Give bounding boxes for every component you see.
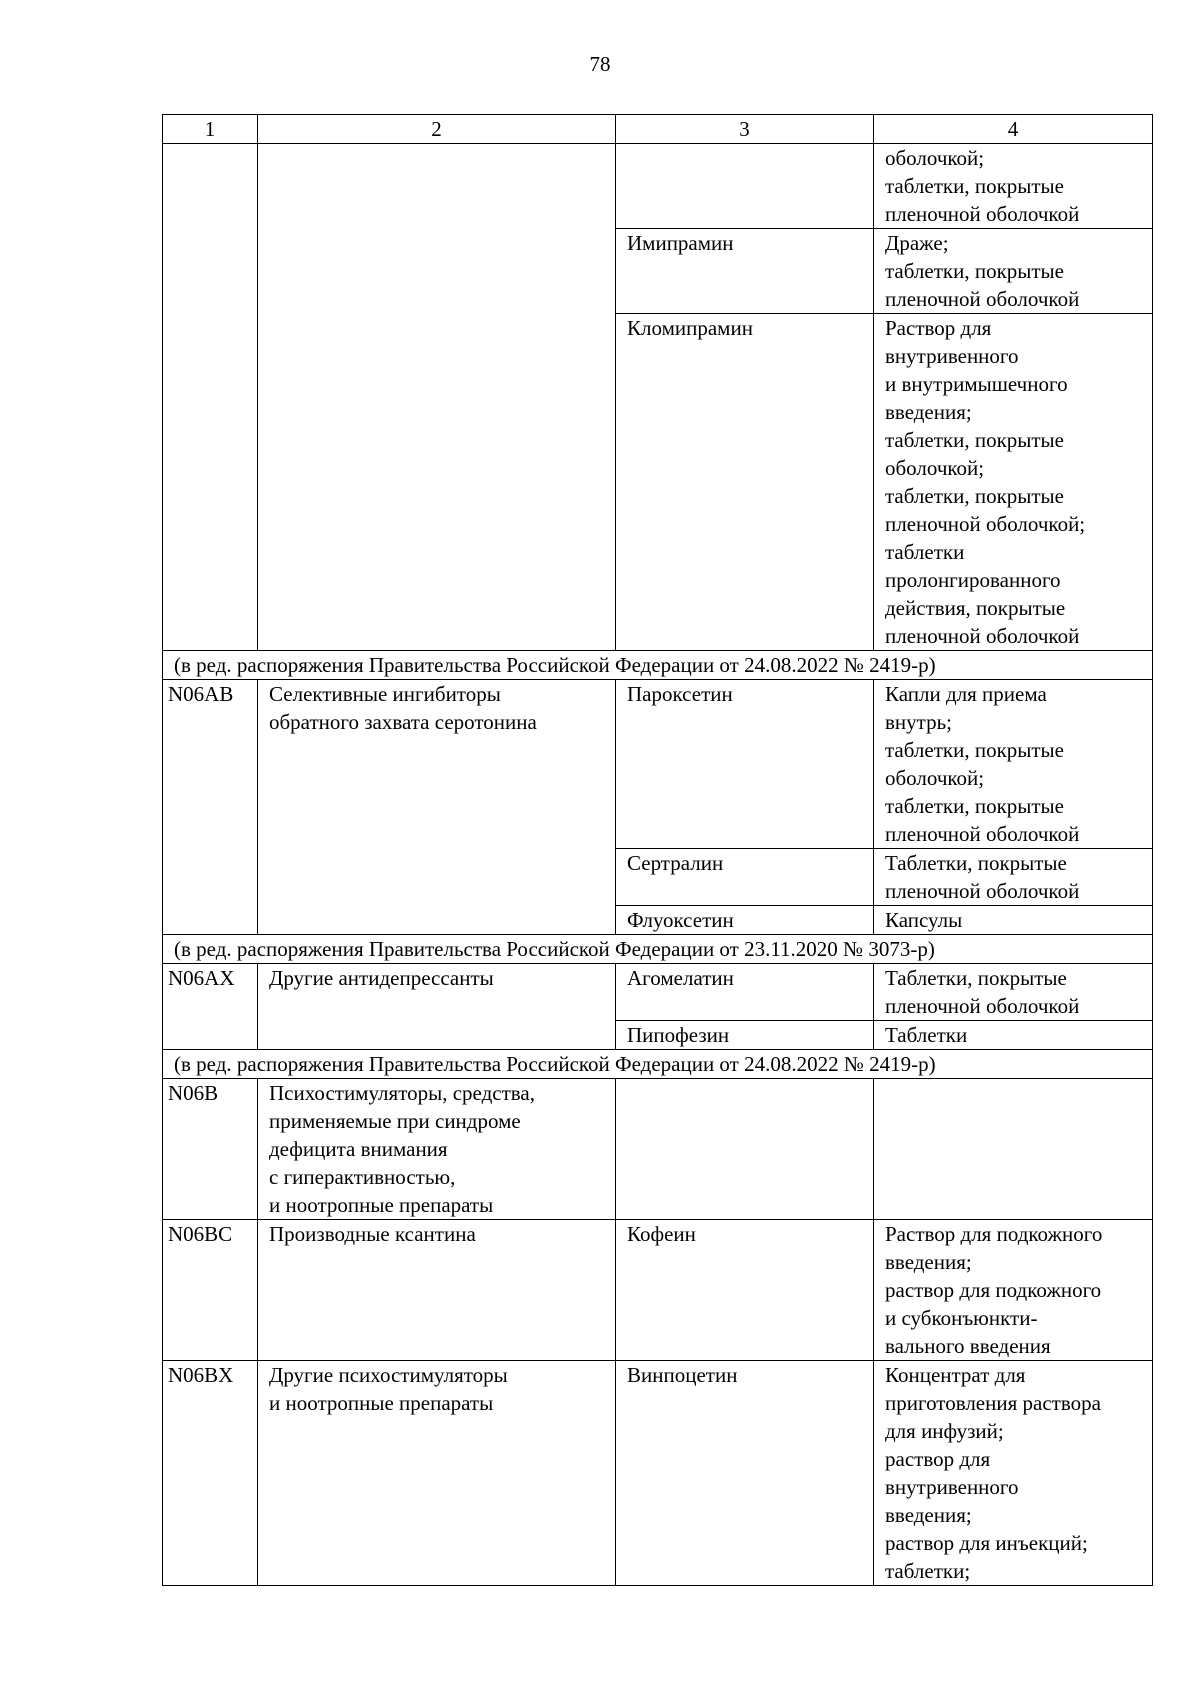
table-row [163,1079,1153,1220]
table-row [163,144,1153,229]
group-cell [258,144,616,651]
code-cell: N06BX [163,1361,258,1586]
code-cell: N06BC [163,1220,258,1361]
header-col-2: 2 [258,115,616,144]
form-cell: Раствор для внутривенного и внутримышечного введения; таблетки, покрытые оболочкой; таблетки, покрытые пленочной оболочкой; таблетки пролонгированного действия, покрытые пленочной оболочкой [874,314,1153,651]
drug-cell: Флуоксетин [616,906,874,935]
drug-cell [616,1079,874,1220]
group-cell: Психостимуляторы, средства, применяемые при синдроме дефицита внимания с гиперактивностью, и ноотропные препараты [258,1079,616,1220]
table-row [163,1361,1153,1586]
form-cell: Концентрат для приготовления раствора для инфузий; раствор для внутривенного введения; раствор для инъекций; таблетки; [874,1361,1153,1586]
group-cell: Селективные ингибиторы обратного захвата серотонина [258,680,616,935]
table-row [163,964,1153,1021]
header-col-3: 3 [616,115,874,144]
drug-cell: Агомелатин [616,964,874,1021]
code-cell: N06B [163,1079,258,1220]
form-cell: Раствор для подкожного введения; раствор для подкожного и субконъюнкти- вального введения [874,1220,1153,1361]
group-cell: Другие антидепрессанты [258,964,616,1050]
amendment-note: (в ред. распоряжения Правительства Российской Федерации от 24.08.2022 № 2419-р) [163,651,1153,680]
code-cell: N06AB [163,680,258,935]
form-cell [874,1079,1153,1220]
drug-cell: Сертралин [616,849,874,906]
amendment-note: (в ред. распоряжения Правительства Российской Федерации от 23.11.2020 № 3073-р) [163,935,1153,964]
form-cell: Таблетки, покрытые пленочной оболочкой [874,849,1153,906]
drug-cell [616,144,874,229]
page-number: 78 [589,52,611,76]
drug-cell: Пипофезин [616,1021,874,1050]
table-row [163,680,1153,849]
form-cell: Капли для приема внутрь; таблетки, покрытые оболочкой; таблетки, покрытые пленочной оболочкой [874,680,1153,849]
drug-cell: Имипрамин [616,229,874,314]
code-cell [163,144,258,651]
form-cell: Таблетки [874,1021,1153,1050]
group-cell: Другие психостимуляторы и ноотропные препараты [258,1361,616,1586]
amendment-row [163,935,1153,964]
drug-cell: Пароксетин [616,680,874,849]
table-row [163,1220,1153,1361]
drug-cell: Кломипрамин [616,314,874,651]
header-col-1: 1 [163,115,258,144]
drug-cell: Винпоцетин [616,1361,874,1586]
amendment-row [163,651,1153,680]
amendment-note: (в ред. распоряжения Правительства Российской Федерации от 24.08.2022 № 2419-р) [163,1050,1153,1079]
amendment-row [163,1050,1153,1079]
form-cell: Драже; таблетки, покрытые пленочной оболочкой [874,229,1153,314]
code-cell: N06AX [163,964,258,1050]
group-cell: Производные ксантина [258,1220,616,1361]
header-row [163,115,1153,144]
form-cell: Капсулы [874,906,1153,935]
form-cell: оболочкой; таблетки, покрытые пленочной оболочкой [874,144,1153,229]
form-cell: Таблетки, покрытые пленочной оболочкой [874,964,1153,1021]
drug-cell: Кофеин [616,1220,874,1361]
header-col-4: 4 [874,115,1153,144]
drug-table [162,114,1153,1586]
